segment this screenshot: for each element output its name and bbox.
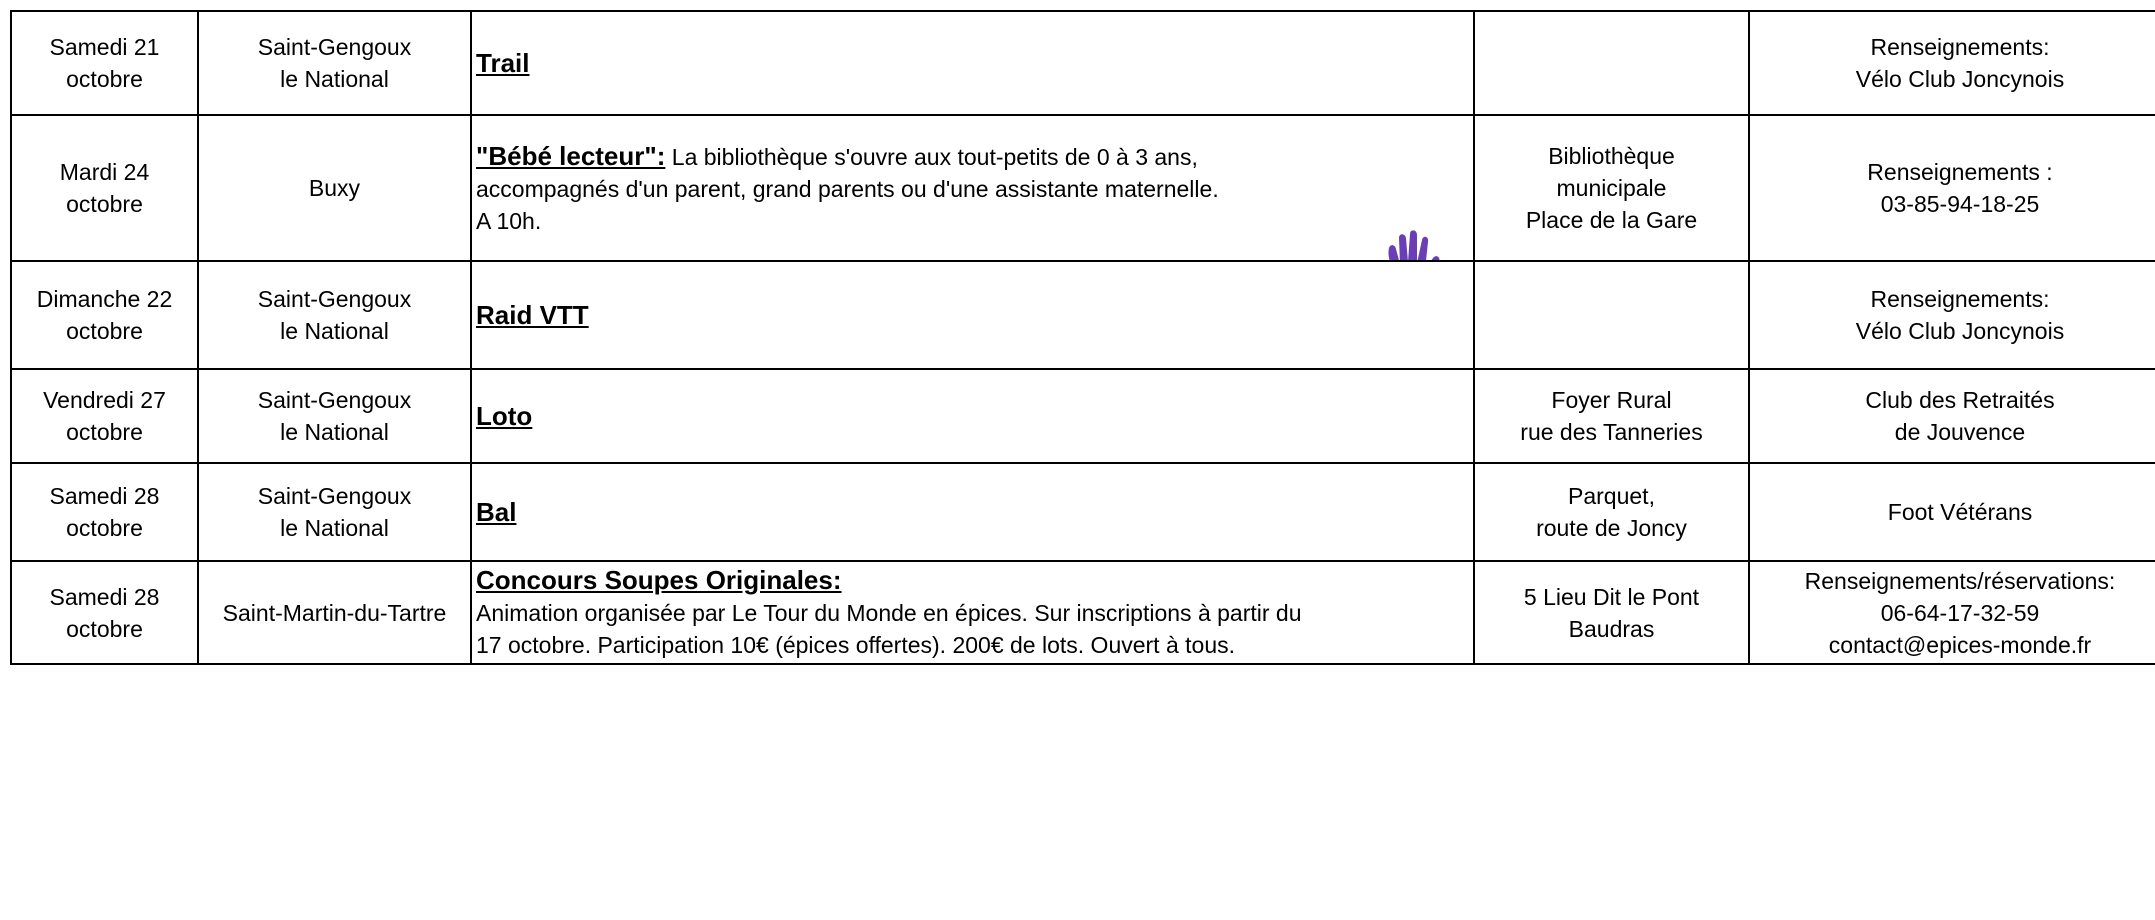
location-cell xyxy=(1474,11,1749,115)
date-line: octobre xyxy=(66,615,143,642)
table-row xyxy=(11,561,2155,664)
town-cell xyxy=(198,11,471,115)
location-line: rue des Tanneries xyxy=(1520,419,1703,445)
table-row xyxy=(11,11,2155,115)
event-cell xyxy=(471,561,1474,664)
info-line: Renseignements : xyxy=(1867,159,2053,185)
location-cell xyxy=(1474,463,1749,561)
info-cell xyxy=(1749,261,2155,369)
location-cell xyxy=(1474,115,1749,261)
info-line: Renseignements: xyxy=(1870,34,2050,60)
date-line: octobre xyxy=(66,66,143,92)
event-description: A 10h. xyxy=(476,207,542,234)
info-line: Foot Vétérans xyxy=(1887,499,2033,525)
town-cell xyxy=(198,463,471,561)
event-description: 17 octobre. Participation 10€ (épices offertes). 200€ de lots. Ouvert à tous. xyxy=(476,632,1236,658)
info-line: de Jouvence xyxy=(1894,419,2026,445)
event-description: accompagnés d'un parent, grand parents ou d'une assistante maternelle. xyxy=(476,175,1219,202)
event-cell xyxy=(471,369,1474,463)
town-line: Saint-Gengoux xyxy=(257,286,412,312)
town-line: le National xyxy=(280,515,389,541)
info-cell xyxy=(1749,115,2155,261)
event-title: Concours Soupes Originales: xyxy=(476,565,842,595)
table-row xyxy=(11,261,2155,369)
location-line: Place de la Gare xyxy=(1525,207,1698,233)
event-description: Animation organisée par Le Tour du Monde en épices. Sur inscriptions à partir du xyxy=(476,600,1302,626)
info-line: Renseignements/réservations: xyxy=(1804,567,2116,594)
info-line: Club des Retraités xyxy=(1865,387,2055,413)
town-line: Saint-Martin-du-Tartre xyxy=(222,599,447,626)
info-cell xyxy=(1749,369,2155,463)
date-line: Mardi 24 xyxy=(59,159,150,185)
table-row xyxy=(11,369,2155,463)
date-line: Dimanche 22 xyxy=(36,286,173,312)
date-line: Samedi 21 xyxy=(49,34,160,60)
town-cell xyxy=(198,115,471,261)
info-line: 06-64-17-32-59 xyxy=(1880,599,2040,626)
location-line: Parquet, xyxy=(1568,483,1655,509)
location-line: Baudras xyxy=(1568,615,1655,642)
event-cell xyxy=(471,463,1474,561)
event-cell xyxy=(471,115,1474,261)
location-line: 5 Lieu Dit le Pont xyxy=(1523,583,1700,610)
event-title: Trail xyxy=(476,47,530,78)
location-cell xyxy=(1474,369,1749,463)
info-cell xyxy=(1749,561,2155,664)
town-line: le National xyxy=(280,66,389,92)
table-row xyxy=(11,463,2155,561)
town-cell xyxy=(198,261,471,369)
town-line: Saint-Gengoux xyxy=(257,34,412,60)
info-line: Vélo Club Joncynois xyxy=(1855,66,2065,92)
event-description: La bibliothèque s'ouvre aux tout-petits de 0 à 3 ans, xyxy=(665,143,1198,170)
info-cell xyxy=(1749,11,2155,115)
date-cell xyxy=(11,11,198,115)
event-title: Raid VTT xyxy=(476,299,589,330)
date-line: octobre xyxy=(66,419,143,445)
location-line: municipale xyxy=(1556,175,1667,201)
town-line: le National xyxy=(280,419,389,445)
table-row xyxy=(11,115,2155,261)
date-cell xyxy=(11,561,198,664)
town-line: Saint-Gengoux xyxy=(257,483,412,509)
event-title: Bal xyxy=(476,496,517,527)
info-line: Renseignements: xyxy=(1870,286,2050,312)
location-line: Bibliothèque xyxy=(1548,143,1675,169)
info-line: Vélo Club Joncynois xyxy=(1855,318,2065,344)
location-line: route de Joncy xyxy=(1536,515,1687,541)
date-cell xyxy=(11,369,198,463)
event-title: "Bébé lecteur": xyxy=(476,140,666,171)
info-cell xyxy=(1749,463,2155,561)
date-line: octobre xyxy=(66,515,143,541)
location-cell xyxy=(1474,561,1749,664)
location-cell xyxy=(1474,261,1749,369)
date-line: Samedi 28 xyxy=(49,583,160,610)
date-line: octobre xyxy=(66,318,143,344)
date-line: octobre xyxy=(66,191,143,217)
town-line: le National xyxy=(280,318,389,344)
town-line: Saint-Gengoux xyxy=(257,387,412,413)
purple-handprint-icon xyxy=(1369,226,1455,261)
date-cell xyxy=(11,115,198,261)
town-line: Buxy xyxy=(308,175,361,201)
date-cell xyxy=(11,261,198,369)
events-table xyxy=(10,10,2155,665)
date-line: Samedi 28 xyxy=(49,483,160,509)
date-cell xyxy=(11,463,198,561)
info-line: contact@epices-monde.fr xyxy=(1828,631,2092,658)
event-title: Loto xyxy=(476,400,533,431)
town-cell xyxy=(198,561,471,664)
event-cell xyxy=(471,261,1474,369)
event-cell xyxy=(471,11,1474,115)
town-cell xyxy=(198,369,471,463)
location-line: Foyer Rural xyxy=(1551,387,1672,413)
date-line: Vendredi 27 xyxy=(43,387,166,413)
info-line: 03-85-94-18-25 xyxy=(1880,191,2040,217)
